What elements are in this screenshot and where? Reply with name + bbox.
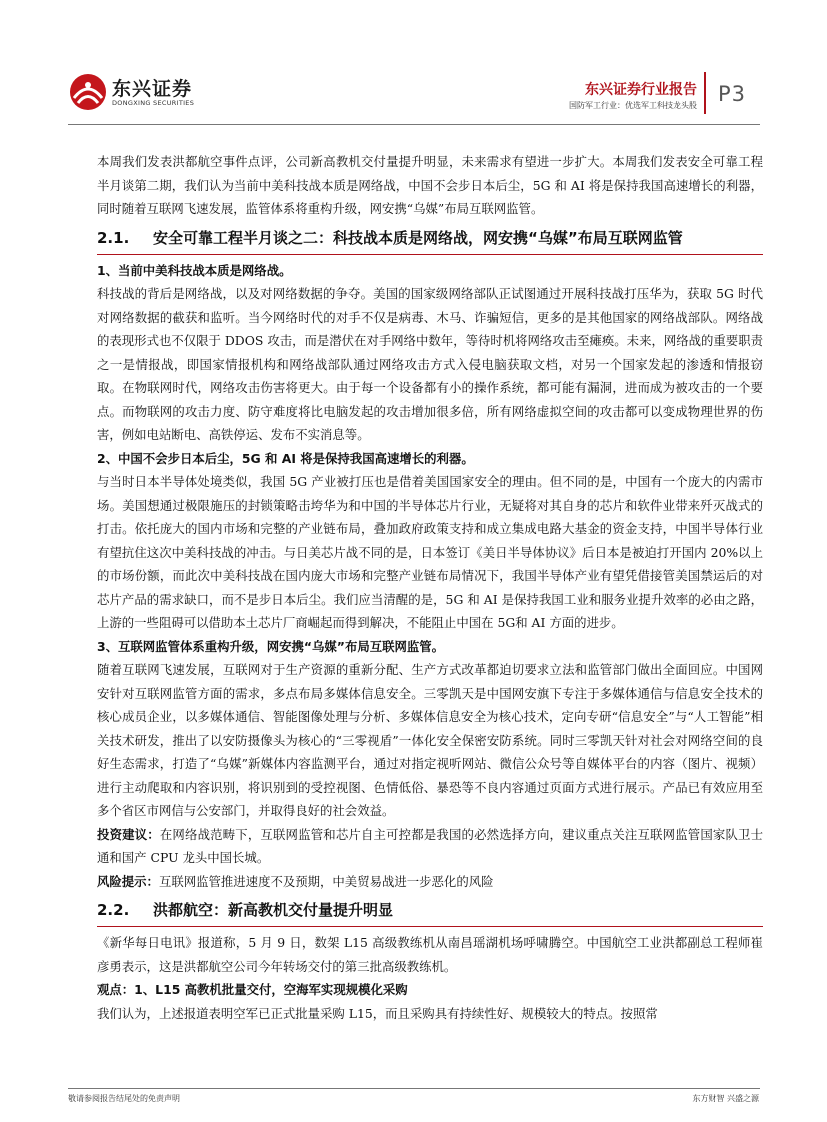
paragraph-l15-analysis: 我们认为，上述报道表明空军已正式批量采购 L15，而且采购具有持续性好、规模较大的特点。按照常: [97, 1005, 658, 1021]
investment-advice: [97, 823, 763, 870]
footer-slogan: 东方财智 兴盛之源: [692, 1094, 759, 1103]
subheading-2: 2、中国不会步日本后尘，5G 和 AI 将是保持我国高速增长的利器。: [97, 450, 474, 466]
company-logo: [68, 72, 268, 122]
header-divider: [704, 72, 706, 114]
header-rule: [68, 124, 760, 125]
section-heading-2-1: [97, 222, 763, 255]
report-body: [97, 150, 763, 1025]
risk-warning: [97, 870, 763, 894]
viewpoint-text: 1、L15 高教机批量交付，空海军实现规模化采购: [134, 982, 408, 997]
section-number: 2.2.: [97, 901, 130, 919]
footer-rule: [68, 1088, 760, 1089]
paragraph-l15-news: 《新华每日电讯》报道称，5 月 9 日，数架 L15 高级教练机从南昌瑶湖机场呼啸腾空。中国航空工业洪都副总工程师崔彦勇表示，这是洪都航空公司今年转场交付的第三批高级教练机。: [97, 935, 763, 974]
section-title: 洪都航空：新高教机交付量提升明显: [153, 901, 394, 919]
investment-advice-text: 在网络战范畴下，互联网监管和芯片自主可控都是我国的必然选择方向，建议重点关注互联网监管国家队卫士通和国产 CPU 龙头中国长城。: [97, 826, 764, 865]
footer-disclaimer: 敬请参阅报告结尾处的免责声明: [68, 1094, 180, 1103]
viewpoint-label: 观点：: [97, 982, 135, 997]
paragraph-cyberwar: 科技战的背后是网络战，以及对网络数据的争夺。美国的国家级网络部队正试图通过开展科技战打压华为，获取 5G 时代对网络数据的截获和监听。当今网络时代的对手不仅是病毒、木马、诈骗短信，更多的是其他国家的网络战部队。网络战的表现形式也不仅限于 DDOS 攻击，而是潜伏在对手网络中数年，等待时机将网络攻击至瘫痪。未来，网络战的重要职责之一是情报战，即国家情报机构和网络战部队通过网络攻击方式入侵电脑获取文档，对另一个国家发起的渗透和情报窃取。在物联网时代，网络攻击伤害将更大。由于每一个设备都有小的操作系统，都可能有漏洞，进而成为被攻击的一个要点。而物联网的攻击力度、防守难度将比电脑发起的攻击增加很多倍，所有网络虚拟空间的攻击都可以变成物理世界的伤害，例如电站断电、高铁停运、发布不实消息等。: [97, 286, 763, 442]
subheading-3: 3、互联网监管体系重构升级，网安携“乌媒”布局互联网监管。: [97, 638, 445, 654]
risk-warning-label: 风险提示：: [97, 873, 159, 889]
logo-chinese-name: 东兴证券: [112, 78, 193, 100]
section-number: 2.1.: [97, 228, 130, 247]
logo-english-name: DONGXING SECURITIES: [112, 99, 195, 107]
section-title: 安全可靠工程半月谈之二：科技战本质是网络战，网安携“乌媒”布局互联网监管: [153, 228, 683, 247]
risk-warning-text: 互联网监管推进速度不及预期，中美贸易战进一步恶化的风险: [158, 873, 494, 889]
subheading-1: 1、当前中美科技战本质是网络战。: [97, 262, 292, 278]
report-title: 东兴证券行业报告: [585, 82, 697, 98]
intro-paragraph: 本周我们发表洪都航空事件点评，公司新高教机交付量提升明显，未来需求有望进一步扩大。本周我们发表安全可靠工程半月谈第二期，我们认为当前中美科技战本质是网络战，中国不会步日本后尘，5G 和 AI 将是保持我国高速增长的利器，同时随着互联网飞速发展，监管体系将重构升级，网安携“乌媒”布局互联网监管。: [97, 154, 763, 216]
page-header: [0, 0, 827, 130]
report-subtitle: 国防军工行业：优选军工科技龙头股: [569, 101, 697, 110]
paragraph-internet-regulation: 随着互联网飞速发展，互联网对于生产资源的重新分配、生产方式改革都迫切要求立法和监管部门做出全面回应。中国网安针对互联网监管方面的需求，多点布局多媒体信息安全。三零凯天是中国网安旗下专注于多媒体通信与信息安全技术的核心成员企业，以多媒体通信、智能图像处理与分析、多媒体信息安全为核心技术，定向专研“信息安全”与“人工智能”相关技术研发，推出了以安防摄像头为核心的“三零视盾”一体化安全保密安防系统。同时三零凯天针对社会对网络空间的良好生态需求，打造了“乌媒”新媒体内容监测平台，通过对指定视听网站、微信公众号等自媒体平台的内容（图片、视频）进行主动爬取和内容识别，将识别到的受控视图、色情低俗、暴恐等不良内容通过页面方式进行展示。产品已有效应用至多个省区市网信与公安部门，并取得良好的社会效益。: [97, 662, 763, 818]
paragraph-semiconductor: 与当时日本半导体处境类似，我国 5G 产业被打压也是借着美国国家安全的理由。但不同的是，中国有一个庞大的内需市场。美国想通过极限施压的封锁策略击垮华为和中国的半导体芯片行业，无疑将对其自身的芯片和软件业带来歼灭战式的打击。依托庞大的国内市场和完整的产业链布局，叠加政府政策支持和成立集成电路大基金的资金支持，中国半导体行业有望抗住这次中美科技战的冲击。与日美芯片战不同的是，日本签订《美日半导体协议》后日本是被迫打开国内 20%以上的市场份额，而此次中美科技战在国内庞大市场和完整产业链布局情况下，我国半导体产业有望凭借接管美国禁运后的对芯片产品的需求缺口，而不是步日本后尘。我们应当清醒的是，5G 和 AI 是保持我国工业和服务业提升效率的必由之路，上游的一些阻碍可以借助本土芯片厂商崛起而得到解决，不能阻止中国在 5G和 AI 方面的进步。: [97, 474, 763, 630]
page-number: P3: [718, 82, 747, 106]
dongxing-logo-icon: [68, 72, 108, 112]
viewpoint-line: [97, 978, 763, 1002]
investment-advice-label: 投资建议：: [97, 826, 160, 842]
section-heading-2-2: [97, 894, 763, 927]
